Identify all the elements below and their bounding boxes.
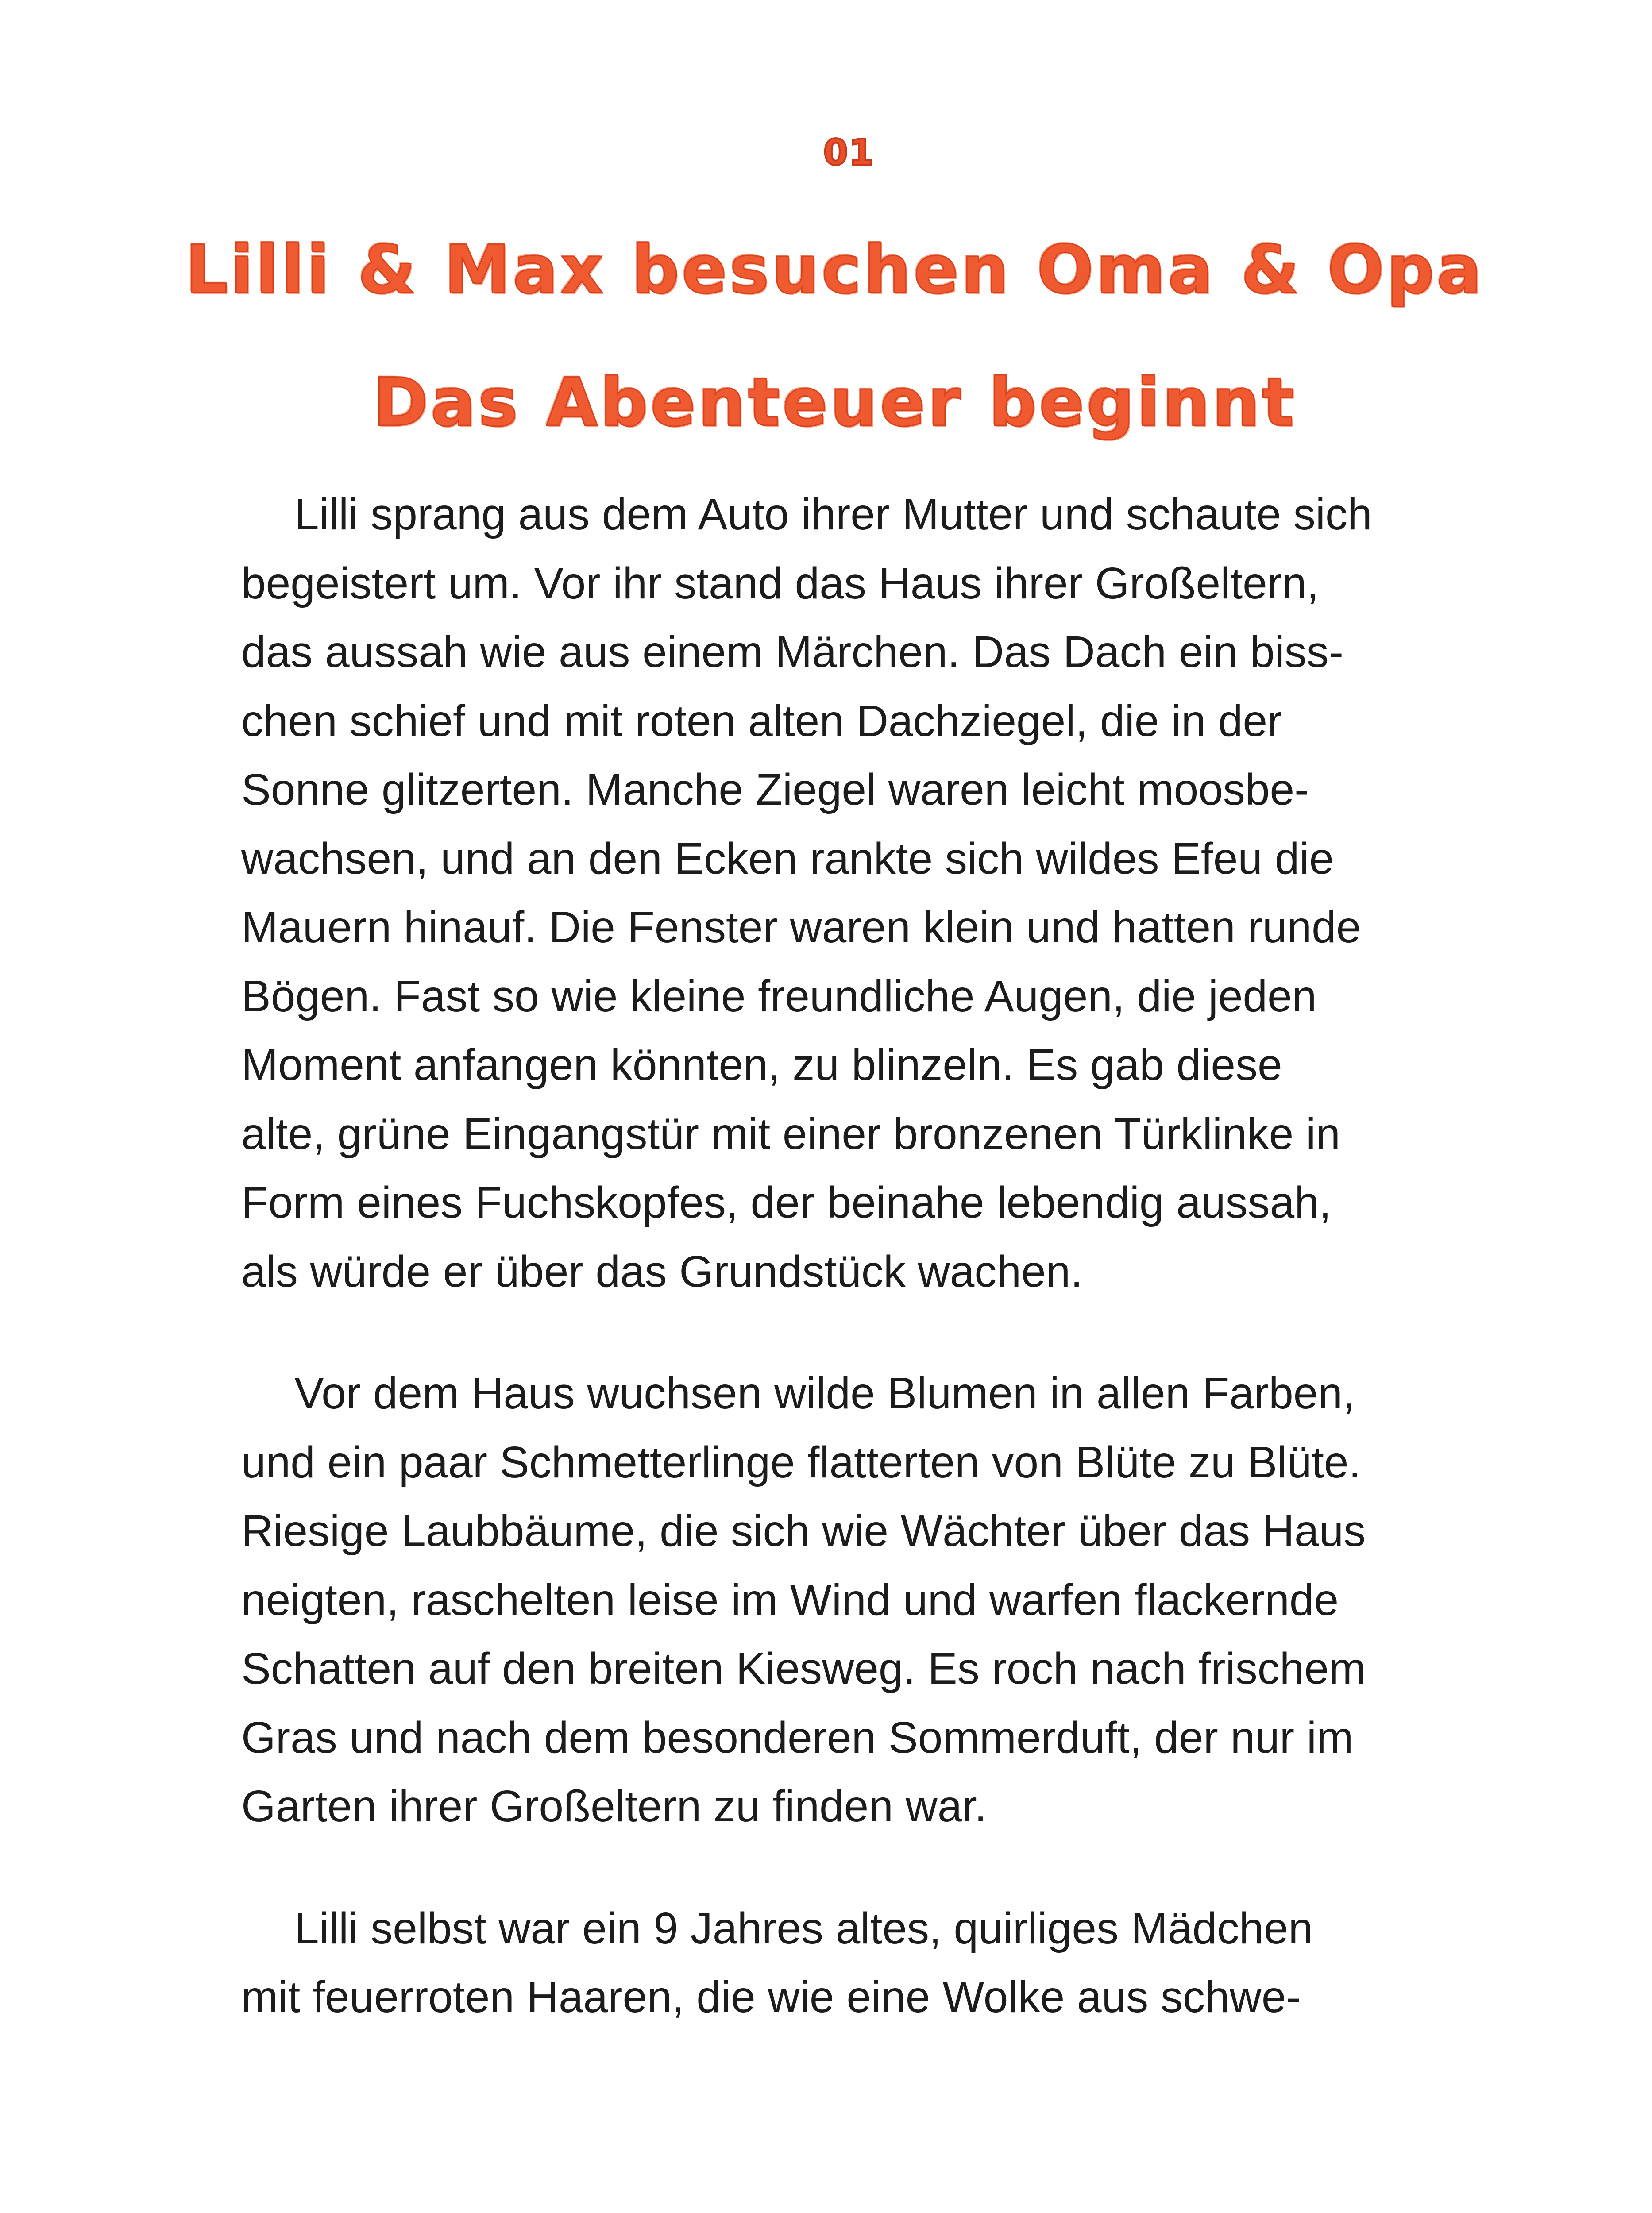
text-line: Vor dem Haus wuchsen wilde Blumen in allen Farben, — [294, 1369, 1355, 1418]
text-line: mit feuerroten Haaren, die wie eine Wolke aus schwe- — [241, 1972, 1301, 2022]
text-line: Bögen. Fast so wie kleine freundliche Augen, die jeden — [241, 971, 1317, 1021]
chapter-body — [241, 480, 1481, 2085]
chapter-title-line-1: Lilli & Max besuchen Oma & Opa — [185, 231, 1484, 308]
text-line: Form eines Fuchskopfes, der beinahe lebendig aussah, — [241, 1178, 1332, 1227]
text-line: Riesige Laubbäume, die sich wie Wächter über das Haus — [241, 1506, 1366, 1556]
text-line: als würde er über das Grundstück wachen. — [241, 1246, 1083, 1296]
text-line: neigten, raschelten leise im Wind und warfen flackernde — [241, 1575, 1339, 1625]
text-line: Mauern hinauf. Die Fenster waren klein und hatten runde — [241, 902, 1361, 952]
text-line: Schatten auf den breiten Kiesweg. Es roch nach frischem — [241, 1644, 1366, 1693]
paragraph-3 — [241, 1894, 1481, 2032]
chapter-number: 01 — [823, 132, 875, 173]
chapter-title-line-2: Das Abenteuer beginnt — [373, 364, 1297, 441]
text-line: chen schief und mit roten alten Dachziegel, die in der — [241, 696, 1282, 746]
text-line: wachsen, und an den Ecken rankte sich wildes Efeu die — [241, 833, 1334, 883]
paragraph-1 — [241, 480, 1481, 1306]
text-line: und ein paar Schmetterlinge flatterten von Blüte zu Blüte. — [241, 1437, 1361, 1487]
text-line: das aussah wie aus einem Märchen. Das Dach ein biss- — [241, 627, 1344, 677]
text-line: Lilli sprang aus dem Auto ihrer Mutter und schaute sich — [294, 490, 1372, 539]
text-line: Gras und nach dem besonderen Sommerduft, der nur im — [241, 1712, 1354, 1762]
text-line: Moment anfangen könnten, zu blinzeln. Es gab diese — [241, 1040, 1282, 1090]
paragraph-2 — [241, 1359, 1481, 1841]
text-line: Lilli selbst war ein 9 Jahres altes, quirliges Mädchen — [294, 1903, 1313, 1953]
text-line: Sonne glitzerten. Manche Ziegel waren leicht moosbe- — [241, 765, 1309, 814]
text-line: Garten ihrer Großeltern zu finden war. — [241, 1781, 987, 1831]
text-line: alte, grüne Eingangstür mit einer bronzenen Türklinke in — [241, 1109, 1340, 1159]
text-line: begeistert um. Vor ihr stand das Haus ihrer Großeltern, — [241, 558, 1319, 608]
